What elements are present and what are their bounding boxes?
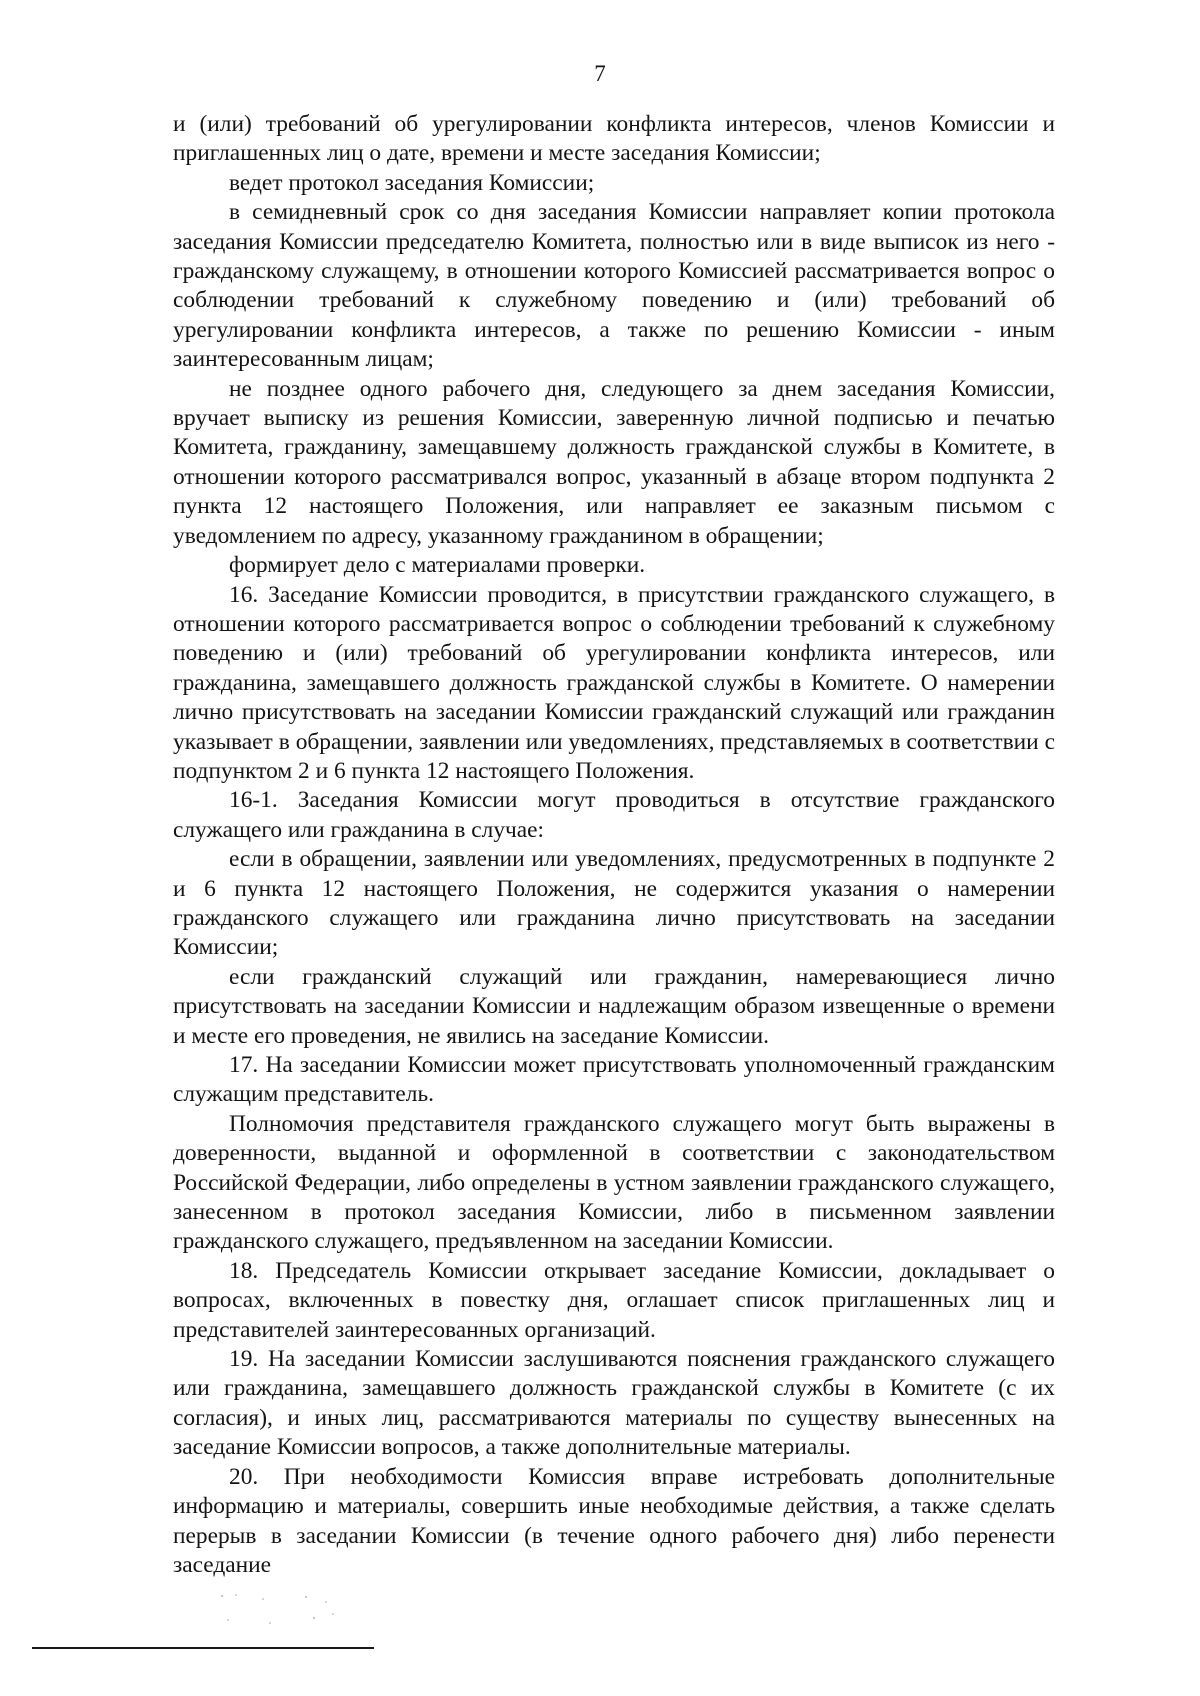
- paragraph: ведет протокол заседания Комиссии;: [229, 169, 595, 196]
- scan-specks: [218, 1590, 358, 1630]
- paragraph: 17. На заседании Комиссии может присутствовать уполномоченный гражданским служащим представитель.: [173, 1052, 1055, 1108]
- paragraph: не позднее одного рабочего дня, следующего за днем заседания Комиссии, вручает выписку из решения Комиссии, заверенную личной подписью и печатью Комитета, гражданину, замещавшему должность гражданской службы в Комитете, в отношении которого рассматривался вопрос, указанный в абзаце втором подпункта 2 пункта 12 настоящего Положения, или направляет ее заказным письмом с уведомлением по адресу, указанному гражданином в обращении;: [173, 375, 1055, 549]
- paragraph: 19. На заседании Комиссии заслушиваются пояснения гражданского служащего или гражданина, замещавшего должность гражданской службы в Комитете (с их согласия), и иных лиц, рассматриваются материалы по существу вынесенных на заседание Комиссии вопросов, а также дополнительные материалы.: [173, 1346, 1055, 1461]
- paragraph: Полномочия представителя гражданского служащего могут быть выражены в доверенности, выданной и оформленной в соответствии с законодательством Российской Федерации, либо определены в устном заявлении гражданского служащего, занесенном в протокол заседания Комиссии, либо в письменном заявлении гражданского служащего, предъявленном на заседании Комиссии.: [173, 1110, 1055, 1255]
- page-number: 7: [594, 61, 606, 86]
- paragraph: 16. Заседание Комиссии проводится, в присутствии гражданского служащего, в отношении которого рассматривается вопрос о соблюдении требований к служебному поведению и (или) требований об урегулировании конфликта интересов, или гражданина, замещавшего должность гражданской службы в Комитете. О намерении лично присутствовать на заседании Комиссии гражданский служащий или гражданин указывает в обращении, заявлении или уведомлениях, представляемых в соответствии с подпунктом 2 и 6 пункта 12 настоящего Положения.: [173, 581, 1055, 784]
- paragraph: формирует дело с материалами проверки.: [229, 552, 646, 579]
- footer-rule: [32, 1647, 374, 1649]
- paragraph: если гражданский служащий или гражданин, намеревающиеся лично присутствовать на заседании Комиссии и надлежащим образом извещенные о времени и месте его проведения, не явились на заседание Комиссии.: [173, 963, 1055, 1049]
- document-body: [173, 110, 1055, 1580]
- paragraph: если в обращении, заявлении или уведомлениях, предусмотренных в подпункте 2 и 6 пункта 12 настоящего Положения, не содержится указания о намерении гражданского служащего или гражданина лично присутствовать на заседании Комиссии;: [173, 846, 1055, 961]
- paragraph: 20. При необходимости Комиссия вправе истребовать дополнительные информацию и материалы, совершить иные необходимые действия, а также сделать перерыв в заседании Комиссии (в течение одного рабочего дня) либо перенести заседание: [173, 1463, 1055, 1578]
- paragraph: 16-1. Заседания Комиссии могут проводиться в отсутствие гражданского служащего или гражданина в случае:: [173, 787, 1055, 843]
- paragraph: в семидневный срок со дня заседания Комиссии направляет копии протокола заседания Комиссии председателю Комитета, полностью или в виде выписок из него - гражданскому служащему, в отношении которого Комиссией рассматривается вопрос о соблюдении требований к служебному поведению и (или) требований об урегулировании конфликта интересов, а также по решению Комиссии - иным заинтересованным лицам;: [173, 199, 1055, 373]
- paragraph: и (или) требований об урегулировании конфликта интересов, членов Комиссии и приглашенных лиц о дате, времени и месте заседания Комиссии;: [173, 111, 1055, 167]
- paragraph: 18. Председатель Комиссии открывает заседание Комиссии, докладывает о вопросах, включенных в повестку дня, оглашает список приглашенных лиц и представителей заинтересованных организаций.: [173, 1257, 1055, 1343]
